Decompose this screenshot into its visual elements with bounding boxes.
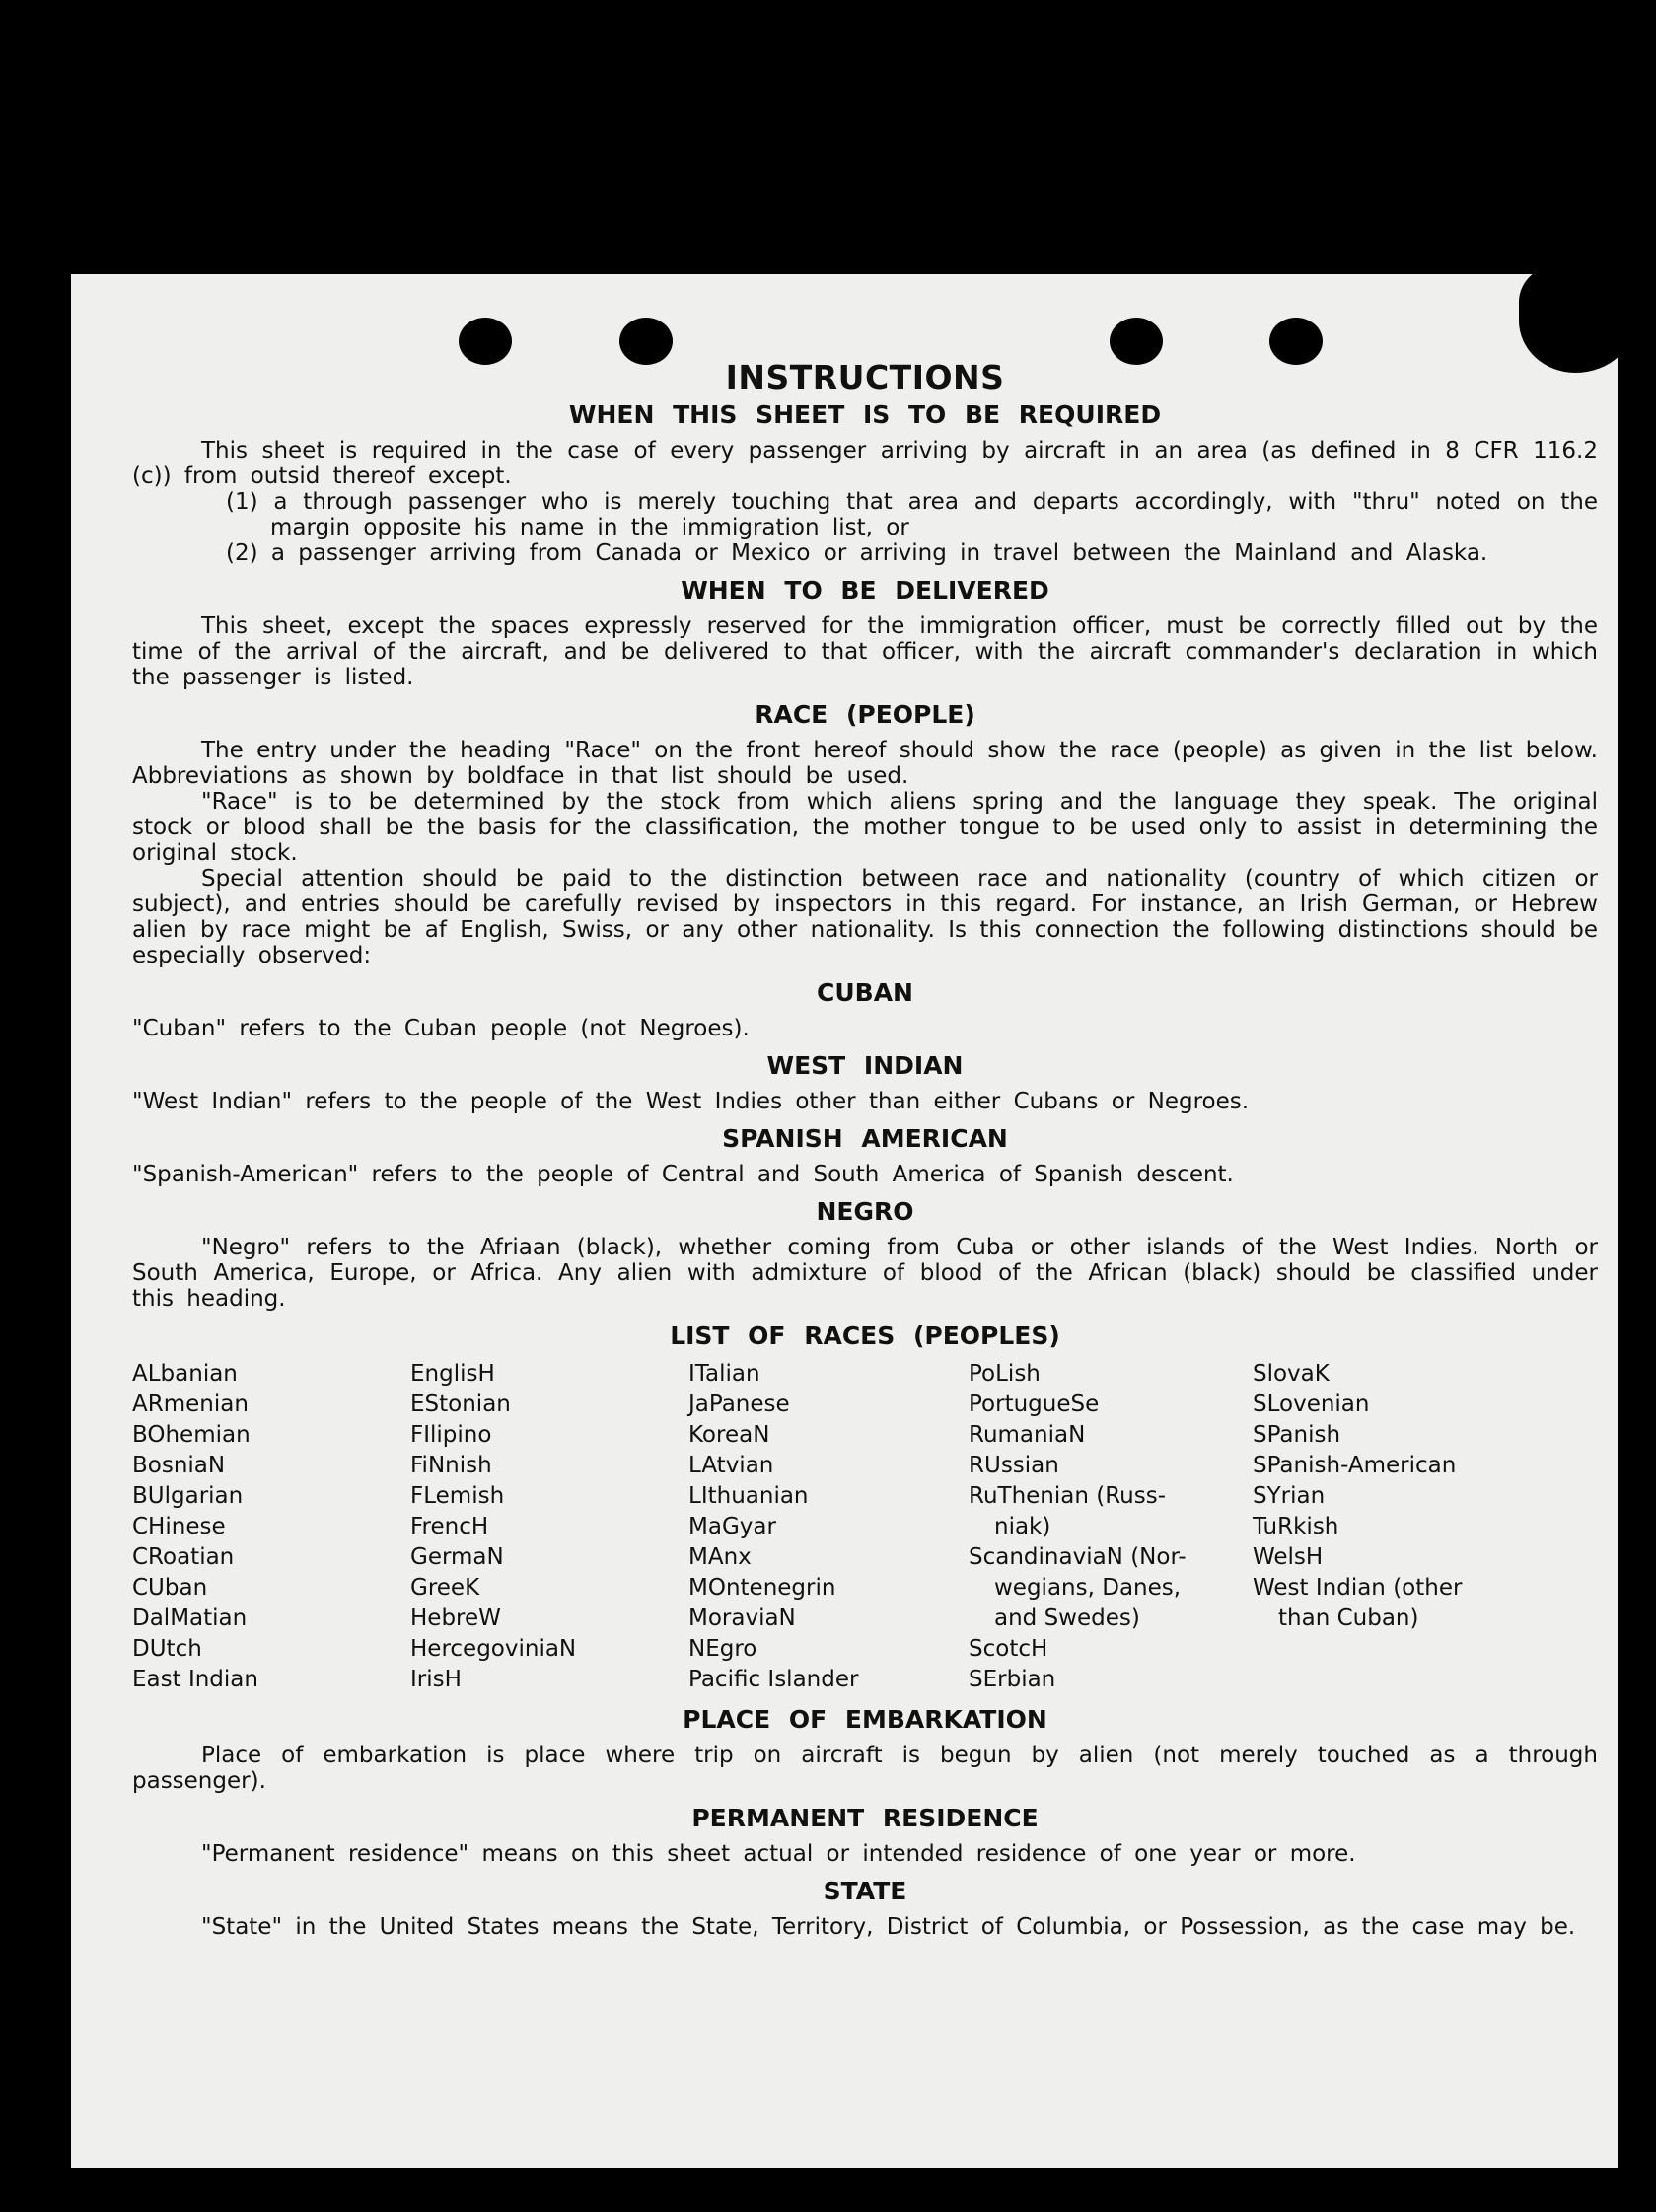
race-paragraph-2: "Race" is to be determined by the stock from which aliens spring and the language they speak. The original stock or blood shall be the basis for the classification, the mother tongue to be used only to assist in determining the original stock. — [132, 789, 1598, 866]
race-entry: PoLish — [969, 1361, 1041, 1387]
heading-negro: NEGRO — [816, 1197, 914, 1226]
race-entry: HebreW — [410, 1605, 501, 1631]
race-entry: SlovaK — [1253, 1361, 1330, 1387]
race-entry: JaPanese — [688, 1391, 790, 1417]
race-entry-continuation: than Cuban) — [1278, 1605, 1419, 1631]
punch-hole — [1269, 318, 1323, 365]
race-entry: EnglisH — [410, 1361, 495, 1387]
race-entry: HercegoviniaN — [410, 1636, 577, 1662]
race-entry: FrencH — [410, 1514, 489, 1539]
race-entry: IrisH — [410, 1667, 462, 1692]
race-entry: West Indian (other — [1253, 1575, 1463, 1601]
when-delivered-paragraph: This sheet, except the spaces expressly reserved for the immigration officer, must be correctly filled out by the time of the arrival of the aircraft, and be delivered to that officer, with the aircraft commander's declaration in which the passenger is listed. — [132, 613, 1598, 690]
race-entry: EStonian — [410, 1391, 511, 1417]
heading-when-required: WHEN THIS SHEET IS TO BE REQUIRED — [568, 400, 1162, 429]
races-column-1 — [132, 1359, 410, 1695]
race-entry: DalMatian — [132, 1605, 248, 1631]
race-entry: BUlgarian — [132, 1483, 244, 1509]
heading-state: STATE — [823, 1877, 907, 1905]
race-entry: MAnx — [688, 1544, 752, 1570]
race-entry: GreeK — [410, 1575, 480, 1601]
race-entry: Pacific Islander — [688, 1667, 859, 1692]
races-column-5 — [1253, 1359, 1548, 1695]
race-entry: ITalian — [688, 1361, 760, 1387]
race-entry-continuation: wegians, Danes, — [994, 1575, 1182, 1601]
race-entry: FLemish — [410, 1483, 505, 1509]
embarkation-paragraph: Place of embarkation is place where trip on aircraft is begun by alien (not merely touched as a through passenger). — [132, 1743, 1598, 1794]
races-column-2 — [410, 1359, 688, 1695]
race-entry: GermaN — [410, 1544, 504, 1570]
race-entry: BOhemian — [132, 1422, 251, 1448]
race-entry: ALbanian — [132, 1361, 238, 1387]
race-entry: LIthuanian — [688, 1483, 809, 1509]
race-entry: CRoatian — [132, 1544, 235, 1570]
punch-hole — [459, 318, 512, 365]
race-entry: CUban — [132, 1575, 208, 1601]
punch-hole — [1110, 318, 1163, 365]
race-entry: ARmenian — [132, 1391, 249, 1417]
race-paragraph-3: Special attention should be paid to the distinction between race and nationality (country of which citizen or subject), and entries should be carefully revised by inspectors in this regard. For instance, an Irish German, or Hebrew alien by race might be af English, Swiss, or any other nationality. Is this connection the following distinctions should be especially observed: — [132, 866, 1598, 968]
when-required-paragraph: This sheet is required in the case of every passenger arriving by aircraft in an area (as defined in 8 CFR 116.2 (c)) from outsid thereof except. — [132, 438, 1598, 489]
race-entry: ScandinaviaN (Nor- — [969, 1544, 1187, 1570]
paper-sheet — [71, 274, 1618, 2168]
races-column-4 — [969, 1359, 1253, 1695]
race-entry: MaGyar — [688, 1514, 776, 1539]
race-entry: SPanish — [1253, 1422, 1341, 1448]
instructions-document — [132, 358, 1598, 1940]
heading-place-of-embarkation: PLACE OF EMBARKATION — [683, 1705, 1047, 1734]
race-entry: East Indian — [132, 1667, 258, 1692]
negro-paragraph: "Negro" refers to the Afriaan (black), whether coming from Cuba or other islands of the West Indies. North or South America, Europe, or Africa. Any alien with admixture of blood of the African (black) should be classified under this heading. — [132, 1235, 1598, 1312]
heading-list-of-races: LIST OF RACES (PEOPLES) — [670, 1321, 1060, 1350]
torn-corner — [1519, 274, 1618, 373]
race-entry: NEgro — [688, 1636, 757, 1662]
heading-west-indian: WEST INDIAN — [766, 1051, 964, 1080]
west-indian-paragraph: "West Indian" refers to the people of the West Indies other than either Cubans or Negroes. — [132, 1089, 1250, 1114]
races-list — [132, 1359, 1598, 1695]
race-entry: RUssian — [969, 1453, 1059, 1478]
race-entry: FIlipino — [410, 1422, 492, 1448]
page-title: INSTRUCTIONS — [725, 358, 1005, 396]
race-entry: SErbian — [969, 1667, 1056, 1692]
exception-item-1: (1) a through passenger who is merely touching that area and departs accordingly, with "thru" noted on the margin opposite his name in the immigration list, or — [226, 489, 1598, 540]
heading-when-delivered: WHEN TO BE DELIVERED — [681, 576, 1049, 605]
heading-permanent-residence: PERMANENT RESIDENCE — [691, 1804, 1039, 1832]
race-entry: RumaniaN — [969, 1422, 1086, 1448]
race-entry: WelsH — [1253, 1544, 1324, 1570]
race-entry: MoraviaN — [688, 1605, 796, 1631]
residence-paragraph: "Permanent residence" means on this sheet actual or intended residence of one year or more. — [201, 1841, 1356, 1867]
spanish-american-paragraph: "Spanish-American" refers to the people of Central and South America of Spanish descent. — [132, 1162, 1234, 1187]
race-entry: KoreaN — [688, 1422, 770, 1448]
race-entry: SPanish-American — [1253, 1453, 1457, 1478]
race-entry: FiNnish — [410, 1453, 492, 1478]
race-entry-continuation: niak) — [994, 1514, 1051, 1539]
race-entry: SYrian — [1253, 1483, 1326, 1509]
race-entry: CHinese — [132, 1514, 226, 1539]
cuban-paragraph: "Cuban" refers to the Cuban people (not Negroes). — [132, 1016, 750, 1041]
races-column-3 — [688, 1359, 969, 1695]
exception-item-2: (2) a passenger arriving from Canada or Mexico or arriving in travel between the Mainland and Alaska. — [226, 540, 1488, 566]
race-entry: TuRkish — [1253, 1514, 1339, 1539]
race-entry: ScotcH — [969, 1636, 1048, 1662]
race-entry-continuation: and Swedes) — [994, 1605, 1140, 1631]
state-paragraph: "State" in the United States means the State, Territory, District of Columbia, or Possession, as the case may be. — [201, 1914, 1576, 1940]
heading-race: RACE (PEOPLE) — [755, 700, 975, 729]
race-entry: SLovenian — [1253, 1391, 1370, 1417]
race-paragraph-1: The entry under the heading "Race" on the front hereof should show the race (people) as given in the list below. Abbreviations as shown by boldface in that list should be used. — [132, 738, 1598, 789]
race-entry: RuThenian (Russ- — [969, 1483, 1167, 1509]
race-entry: BosniaN — [132, 1453, 226, 1478]
race-entry: LAtvian — [688, 1453, 774, 1478]
race-entry: DUtch — [132, 1636, 202, 1662]
heading-cuban: CUBAN — [817, 978, 913, 1007]
heading-spanish-american: SPANISH AMERICAN — [722, 1124, 1008, 1153]
punch-hole — [619, 318, 673, 365]
race-entry: MOntenegrin — [688, 1575, 836, 1601]
race-entry: PortugueSe — [969, 1391, 1100, 1417]
